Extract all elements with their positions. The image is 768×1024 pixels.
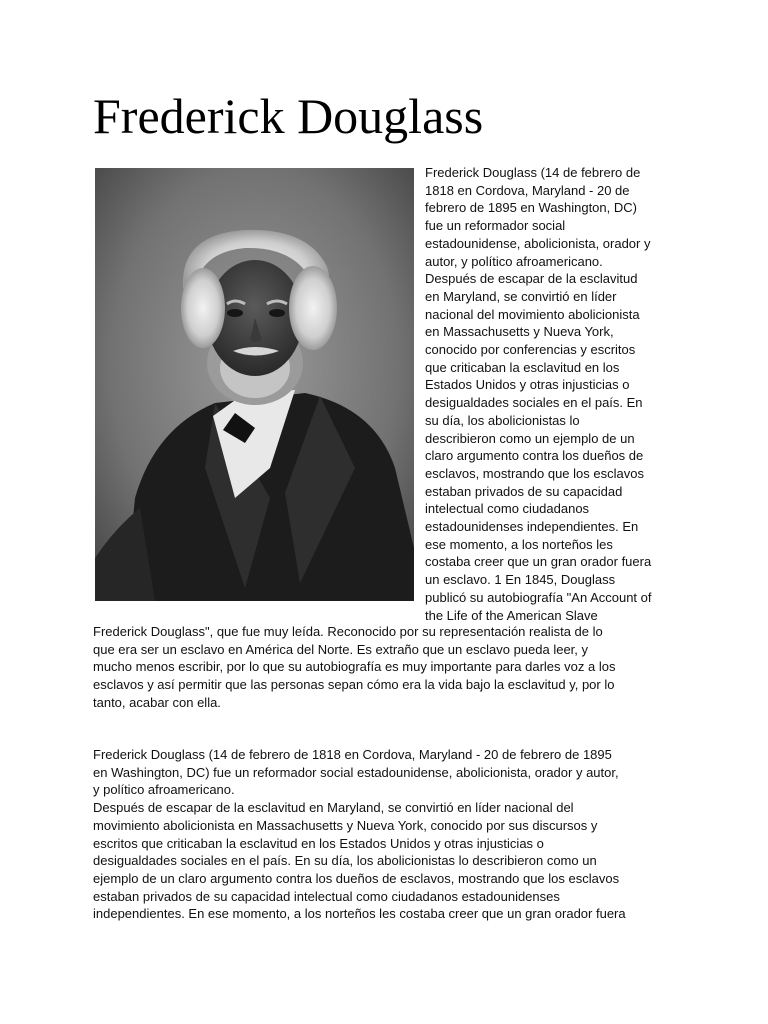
text-line: escritos que criticaban la esclavitud en los Estados Unidos y otras injusticias o — [93, 835, 544, 851]
text-line: su día, los abolicionistas lo — [425, 412, 580, 428]
text-line: intelectual como ciudadanos — [425, 501, 590, 517]
text-line: y político afroamericano. — [93, 782, 235, 798]
text-line: nacional del movimiento abolicionista — [425, 306, 640, 322]
text-line: the Life of the American Slave — [425, 607, 598, 623]
text-line: ejemplo de un claro argumento contra los dueños de esclavos, mostrando que los esclavos — [93, 870, 620, 886]
intro-paragraph-continued — [93, 623, 693, 712]
portrait-photo — [95, 168, 414, 601]
text-line: Estados Unidos y otras injusticias o — [425, 377, 630, 393]
second-paragraph — [93, 746, 693, 923]
text-line: publicó su autobiografía "An Account of — [425, 589, 652, 605]
text-line: esclavos y así permitir que las personas sepan cómo era la vida bajo la esclavitud y, por lo — [93, 677, 615, 693]
text-line: Frederick Douglass (14 de febrero de 1818 en Cordova, Maryland - 20 de febrero de 1895 — [93, 747, 612, 762]
text-line: tanto, acabar con ella. — [93, 694, 221, 710]
text-line: Después de escapar de la esclavitud en Maryland, se convirtió en líder nacional del — [93, 800, 574, 816]
text-line: fue un reformador social — [425, 218, 566, 234]
text-line: en Massachusetts y Nueva York, — [425, 324, 614, 340]
text-line: Después de escapar de la esclavitud — [425, 271, 638, 287]
text-line: un esclavo. 1 En 1845, Douglass — [425, 572, 616, 588]
text-line: febrero de 1895 en Washington, DC) — [425, 200, 637, 216]
text-line: autor, y político afroamericano. — [425, 253, 603, 269]
text-line: desigualdades sociales en el país. En — [425, 395, 643, 411]
text-line: Frederick Douglass (14 de febrero de — [425, 165, 641, 180]
text-line: independientes. En ese momento, a los norteños les costaba creer que un gran orador fuera — [93, 906, 626, 922]
text-line: estaban privados de su capacidad intelectual como ciudadanos estadounidenses — [93, 888, 560, 904]
text-line: conocido por conferencias y escritos — [425, 342, 636, 358]
text-line: claro argumento contra los dueños de — [425, 448, 644, 464]
text-line: estadounidense, abolicionista, orador y — [425, 235, 651, 251]
text-line: describieron como un ejemplo de un — [425, 430, 635, 446]
text-line: movimiento abolicionista en Massachusetts y Nueva York, conocido por sus discursos y — [93, 817, 598, 833]
intro-paragraph-wrapped — [425, 164, 685, 624]
text-line: ese momento, a los norteños les — [425, 536, 613, 552]
text-line: costaba creer que un gran orador fuera — [425, 554, 652, 570]
page-title: Frederick Douglass — [93, 88, 484, 144]
text-line: que criticaban la esclavitud en los — [425, 359, 620, 375]
text-line: esclavos, mostrando que los esclavos — [425, 465, 644, 481]
text-line: que era ser un esclavo en América del Norte. Es extraño que un esclavo pueda leer, y — [93, 641, 589, 657]
text-line: estadounidenses independientes. En — [425, 519, 639, 535]
text-line: en Washington, DC) fue un reformador social estadounidense, abolicionista, orador y autor, — [93, 764, 619, 780]
text-line: 1818 en Cordova, Maryland - 20 de — [425, 182, 630, 198]
text-line: desigualdades sociales en el país. En su día, los abolicionistas lo describieron como un — [93, 853, 597, 869]
text-line: en Maryland, se convirtió en líder — [425, 288, 617, 304]
text-line: mucho menos escribir, por lo que su autobiografía es muy importante para darles voz a los — [93, 659, 616, 675]
text-line: estaban privados de su capacidad — [425, 483, 623, 499]
text-line: Frederick Douglass", que fue muy leída. Reconocido por su representación realista de lo — [93, 624, 603, 639]
